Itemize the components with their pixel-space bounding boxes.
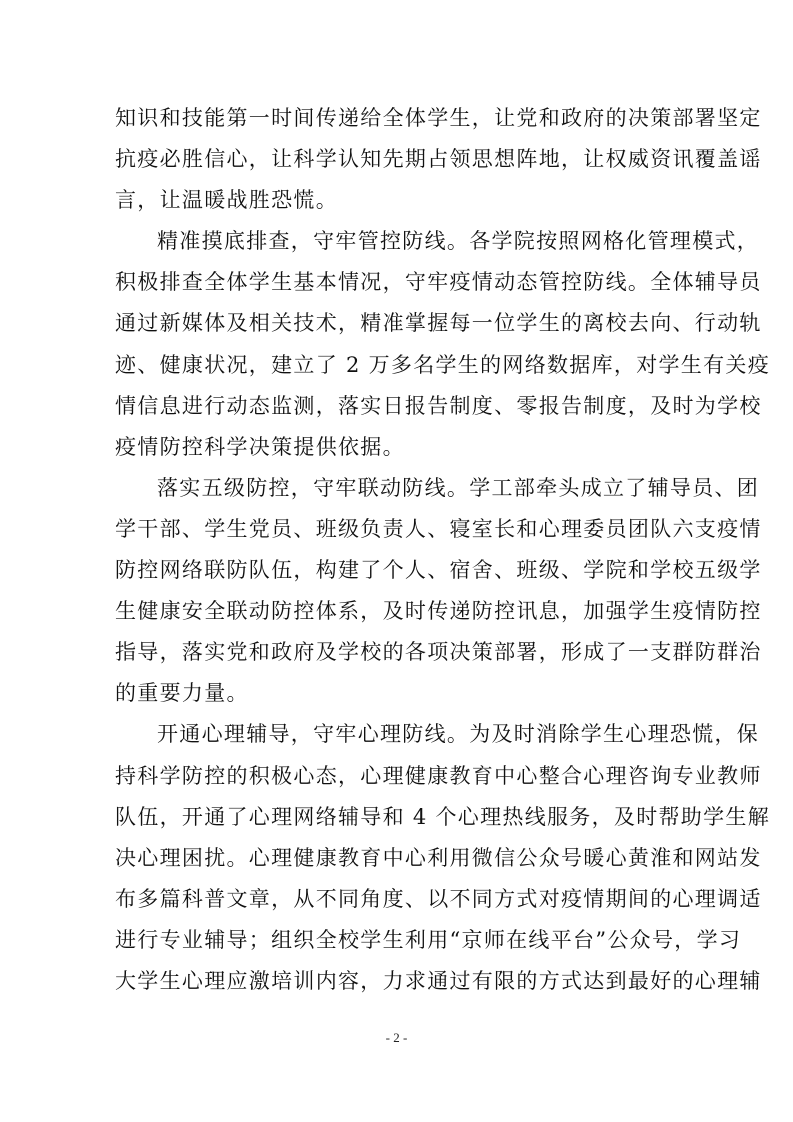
text-line: 情信息进行动态监测，落实日报告制度、零报告制度，及时为学校 <box>115 393 762 418</box>
text-line: 疫情防控科学决策提供依据。 <box>115 434 405 459</box>
text-line: 言，让温暖战胜恐慌。 <box>115 188 338 213</box>
text-line: 防控网络联防队伍，构建了个人、宿舍、班级、学院和学校五级学 <box>115 558 762 583</box>
text-line: 进行专业辅导；组织全校学生利用“京师在线平台”公众号，学习 <box>115 927 742 952</box>
page-number: - 2 - <box>385 1030 408 1045</box>
paragraph-heading-line: 开通心理辅导，守牢心理防线。为及时消除学生心理恐慌，保 <box>157 722 760 747</box>
text-line: 的重要力量。 <box>115 681 249 706</box>
text-line: 抗疫必胜信心，让科学认知先期占领思想阵地，让权威资讯覆盖谣 <box>115 147 762 172</box>
text-line: 积极排查全体学生基本情况，守牢疫情动态管控防线。全体辅导员 <box>115 270 762 295</box>
text-line: 布多篇科普文章，从不同角度、以不同方式对疫情期间的心理调适 <box>115 886 762 911</box>
paragraph-heading-line: 落实五级防控，守牢联动防线。学工部牵头成立了辅导员、团 <box>157 475 760 500</box>
text-line: 通过新媒体及相关技术，精准掌握每一位学生的离校去向、行动轨 <box>115 311 762 336</box>
text-line: 指导，落实党和政府及学校的各项决策部署，形成了一支群防群治 <box>115 640 762 665</box>
text-line: 决心理困扰。心理健康教育中心利用微信公众号暖心黄淮和网站发 <box>115 845 762 870</box>
body-text <box>115 98 771 1002</box>
text-line: 学干部、学生党员、班级负责人、寝室长和心理委员团队六支疫情 <box>115 516 762 541</box>
text-line: 队伍，开通了心理网络辅导和 4 个心理热线服务，及时帮助学生解 <box>115 804 771 829</box>
text-line: 知识和技能第一时间传递给全体学生，让党和政府的决策部署坚定 <box>115 106 762 130</box>
text-line: 大学生心理应激培训内容，力求通过有限的方式达到最好的心理辅 <box>115 968 762 993</box>
text-line: 持科学防控的积极心态，心理健康教育中心整合心理咨询专业教师 <box>115 763 762 788</box>
paragraph-heading-line: 精准摸底排查，守牢管控防线。各学院按照网格化管理模式， <box>157 229 760 254</box>
text-line: 迹、健康状况，建立了 2 万多名学生的网络数据库，对学生有关疫 <box>115 352 771 377</box>
text-line: 生健康安全联动防控体系，及时传递防控讯息，加强学生疫情防控 <box>115 599 762 624</box>
